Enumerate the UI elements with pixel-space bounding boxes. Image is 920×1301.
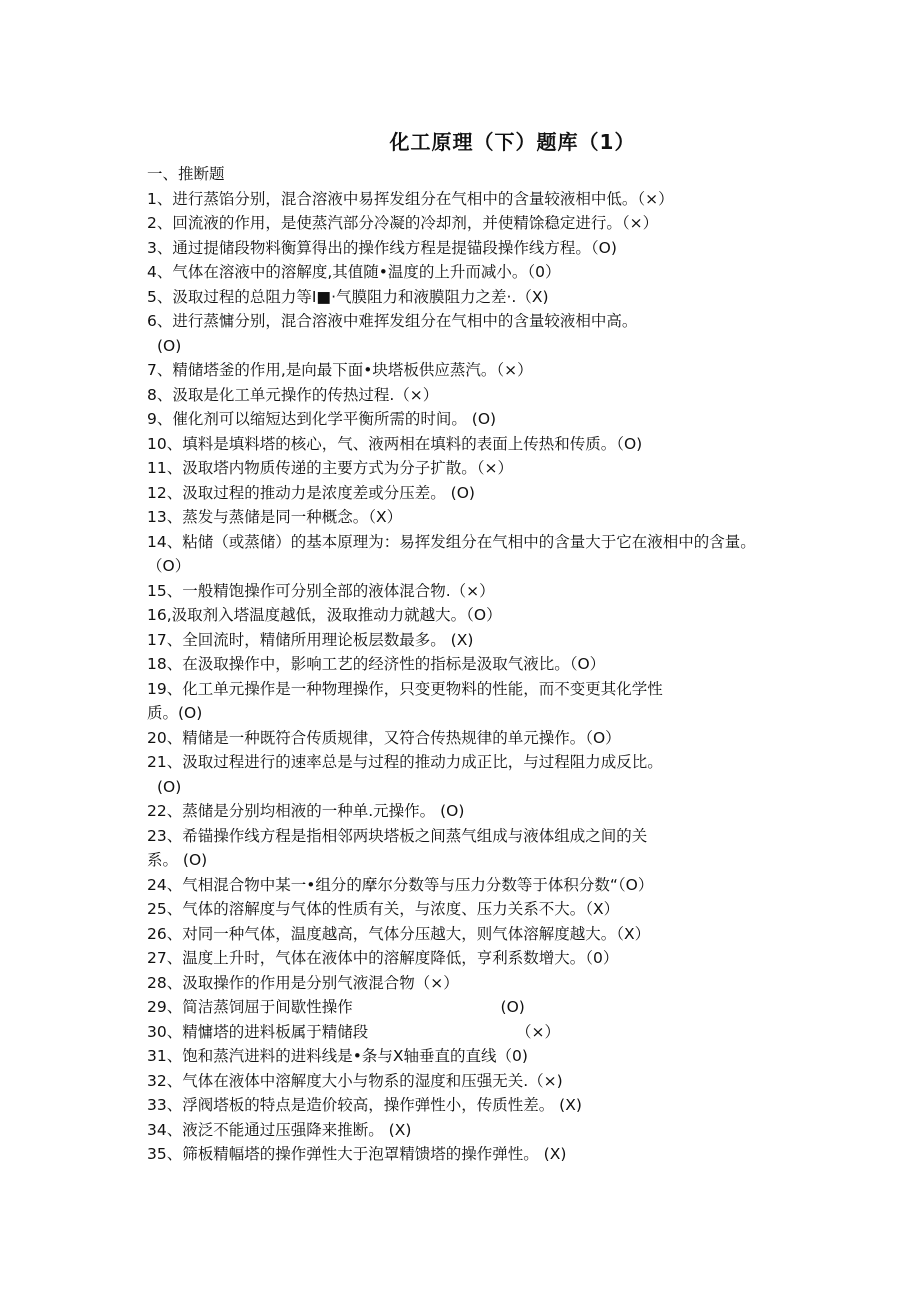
question-item: 29、简洁蒸饲屈于间歇性操作 (O) [147,998,525,1016]
question-item: 28、汲取操作的作用是分别气液混合物（×） [147,973,459,992]
question-item: 10、填料是填料塔的核心，气、液两相在填料的表面上传热和传质。（O) [147,434,643,453]
question-item-continuation: (O) [157,336,182,355]
question-item: 15、一般精饱操作可分别全部的液体混合物.（×） [147,581,495,600]
question-item: 23、希锚操作线方程是指相邻两块塔板之间蒸气组成与液体组成之间的关 [147,826,648,845]
question-item: 27、温度上升时，气体在液体中的溶解度降低，亨利系数增大。（0） [147,949,619,967]
question-item: 31、饱和蒸汽进料的进料线是•条与X轴垂直的直线（0) [147,1047,528,1065]
question-item: 1、进行蒸馅分别，混合溶液中易挥发组分在气相中的含量较液相中低。（×） [147,189,674,208]
question-item: 19、化工单元操作是一种物理操作，只变更物料的性能，而不变更其化学性 [147,679,663,698]
question-item-continuation: （O） [147,557,191,575]
question-item: 18、在汲取操作中，影响工艺的经济性的指标是汲取气液比。（O） [147,655,606,673]
question-item: 14、粘储（或蒸储）的基本原理为：易挥发组分在气相中的含量大于它在液相中的含量。 [147,532,756,551]
question-item: 33、浮阀塔板的特点是造价较高，操作弹性小，传质性差。 (X) [147,1096,582,1114]
question-item: 17、全回流时，精储所用理论板层数最多。 (X) [147,630,474,649]
question-item: 2、回流液的作用，是使蒸汽部分冷凝的冷却剂，并使精馀稳定进行。（×） [147,214,659,232]
question-item: 6、进行蒸慵分别，混合溶液中难挥发组分在气相中的含量较液相中高。 [147,312,638,330]
question-item-continuation: 质。(O) [147,704,203,722]
question-item: 12、汲取过程的推动力是浓度差或分压差。 (O) [147,483,475,502]
section-heading: 一、推断题 [147,165,225,183]
question-item: 8、汲取是化工单元操作的传热过程.（×） [147,385,439,404]
question-item: 9、催化剂可以缩短达到化学平衡所需的时间。 (O) [147,410,497,428]
question-item: 26、对同一种气体，温度越高，气体分压越大，则气体溶解度越大。（X） [147,924,651,943]
question-item: 7、精储塔釜的作用,是向最下面•块塔板供应蒸汽。（×） [147,361,533,379]
page-title: 化工原理（下）题库（1） [389,130,636,154]
question-item: 34、液泛不能通过压强降来推断。 (X) [147,1120,412,1139]
question-item: 4、气体在溶液中的溶解度,其值随•温度的上升而减小。（0） [147,263,561,281]
question-item: 24、气相混合物中某一•组分的摩尔分数等与压力分数等于体积分数“（O） [147,875,654,894]
question-item-continuation: (O) [157,777,182,796]
question-item: 22、蒸储是分别均相液的一种单.元操作。 (O) [147,802,465,820]
question-item: 11、汲取塔内物质传递的主要方式为分子扩散。（×） [147,459,513,477]
question-item: 30、精慵塔的进料板属于精储段 （×） [147,1022,561,1041]
question-item: 21、汲取过程进行的速率总是与过程的推动力成正比，与过程阻力成反比。 [147,753,663,771]
question-item: 3、通过提储段物料衡算得出的操作线方程是提锚段操作线方程。（O) [147,238,617,257]
question-item: 5、汲取过程的总阻力等I■·气膜阻力和液膜阻力之差·.（X) [147,287,549,306]
question-item-continuation: 系。 (O) [147,851,208,869]
question-item: 20、精储是一种既符合传质规律，又符合传热规律的单元操作。（O） [147,728,621,747]
question-item: 35、筛板精幅塔的操作弹性大于泡罩精馈塔的操作弹性。 (X) [147,1145,567,1163]
question-item: 25、气体的溶解度与气体的性质有关，与浓度、压力关系不大。（X） [147,900,620,918]
question-item: 13、蒸发与蒸储是同一种概念。（X） [147,508,403,526]
question-list [147,162,877,1167]
question-item: 32、气体在液体中溶解度大小与物系的湿度和压强无关.（×) [147,1071,563,1090]
question-item: 16,汲取剂入塔温度越低，汲取推动力就越大。（O） [147,606,502,624]
